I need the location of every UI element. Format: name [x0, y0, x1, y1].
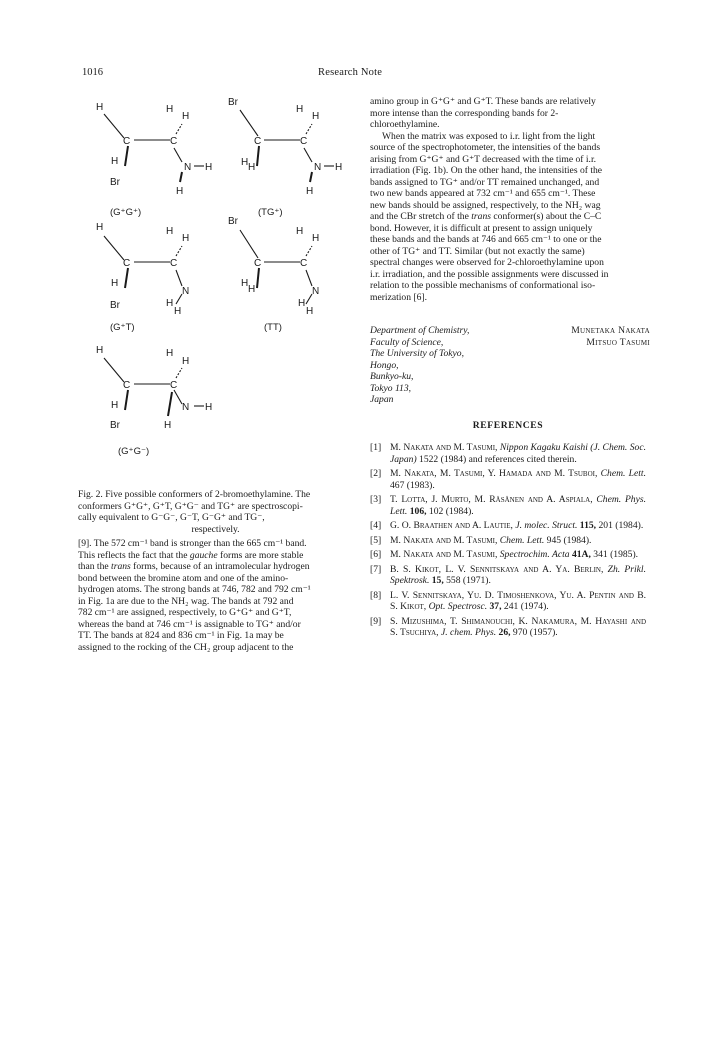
- atom-label: H: [96, 345, 104, 356]
- reference-details: 102 (1984).: [426, 505, 474, 517]
- paragraph-1: [370, 96, 646, 131]
- atom-label: H: [111, 156, 119, 167]
- text-line: TT. The bands at 824 and 836 cm⁻¹ in Fig. 1a may be: [78, 630, 284, 641]
- reference-authors: L. V. Sennitskaya, Yu. D. Timoshenkova, Yu. A. Pentin and B. S. Kikot,: [390, 589, 646, 612]
- conformer-gpgm: [96, 345, 212, 431]
- text-line: chloroethylamine.: [370, 119, 440, 130]
- reference-item: [370, 442, 646, 465]
- atom-label: C: [254, 258, 262, 269]
- atom-label: C: [170, 258, 178, 269]
- affiliation-line: Tokyo 113,: [370, 382, 412, 394]
- atom-label: H: [335, 162, 343, 173]
- atom-label: H: [111, 400, 119, 411]
- atom-label: Br: [228, 216, 238, 227]
- affiliation-line: Bunkyo-ku,: [370, 371, 414, 382]
- atom-label: C: [123, 380, 131, 391]
- atom-label: H: [166, 104, 174, 115]
- conformer-label: (TT): [264, 322, 282, 333]
- text-line: irradiation (Fig. 1b). On the other hand, the intensities of the: [370, 165, 603, 176]
- reference-journal: Chem. Lett.: [600, 468, 646, 479]
- reference-item: [370, 494, 646, 517]
- atom-label: N: [182, 286, 190, 297]
- reference-authors: S. Mizushima, T. Shimanouchi, K. Nakamura, M. Hayashi and S. Tsuchiya,: [390, 615, 646, 638]
- affiliation-line: Faculty of Science,: [370, 336, 444, 348]
- page-number: 1016: [82, 67, 103, 78]
- conformer-label: (G⁺T): [110, 322, 135, 333]
- atom-label: H: [298, 298, 306, 309]
- reference-journal: Spectrochim. Acta: [499, 549, 570, 560]
- text-line: other of TG⁺ and TT. Similar (but not exactly the same): [370, 245, 585, 257]
- reference-details: 1522 (1984) and references cited therein.: [416, 453, 577, 465]
- atom-label: H: [312, 233, 320, 244]
- reference-volume: 106,: [407, 505, 427, 517]
- reference-item: [370, 564, 646, 587]
- author-name: Munetaka Nakata: [571, 325, 650, 336]
- reference-journal: Chem. Lett.: [499, 534, 545, 546]
- atom-label: H: [312, 111, 320, 122]
- figure-caption: [78, 489, 353, 535]
- atom-label: H: [166, 348, 174, 359]
- affiliation-line: The University of Tokyo,: [370, 348, 464, 359]
- atom-label: H: [96, 222, 104, 233]
- left-column-text: [78, 538, 353, 653]
- reference-number: [2]: [370, 468, 382, 479]
- atom-label: H: [166, 298, 174, 309]
- reference-item: [370, 590, 646, 613]
- text-line: bond between the bromine atom and one of the amino-: [78, 572, 289, 584]
- reference-journal: J. chem. Phys.: [440, 627, 497, 638]
- reference-details: 945 (1984).: [544, 534, 592, 546]
- references-list: [370, 442, 646, 642]
- caption-line: conformers G⁺G⁺, G⁺T, G⁺G⁻ and TG⁺ are spectroscopi-: [78, 500, 303, 512]
- reference-number: [7]: [370, 563, 382, 575]
- text-line: these bands and the bands at 746 and 665 cm⁻¹ to one or the: [370, 234, 602, 245]
- conformer-label: (G⁺G⁺): [110, 207, 142, 218]
- references-heading: REFERENCES: [472, 420, 544, 431]
- atom-label: H: [296, 226, 304, 237]
- reference-authors: M. Nakata and M. Tasumi,: [390, 549, 500, 560]
- text-line: merization [6].: [370, 291, 428, 303]
- atom-label: Br: [228, 97, 238, 108]
- text-line: [9]. The 572 cm⁻¹ band is stronger than the 665 cm⁻¹ band.: [78, 538, 307, 549]
- atom-label: N: [314, 162, 322, 173]
- reference-volume: 15,: [429, 575, 444, 586]
- text-line: bond. However, it is difficult at present to assign uniquely: [370, 222, 593, 234]
- text-line: hydrogen atoms. The strong bands at 746, 782 and 792 cm⁻¹: [78, 584, 311, 595]
- reference-volume: 115,: [577, 520, 597, 531]
- reference-authors: M. Nakata and M. Tasumi,: [390, 442, 500, 453]
- reference-authors: M. Nakata, M. Tasumi, Y. Hamada and M. Tsuboi,: [390, 468, 601, 479]
- reference-journal: Zh. Prikl. Spektrosk.: [390, 563, 646, 586]
- reference-number: [8]: [370, 589, 382, 601]
- atom-label: H: [248, 284, 256, 295]
- text-line: When the matrix was exposed to i.r. light from the light: [382, 130, 596, 142]
- reference-number: [6]: [370, 549, 382, 560]
- atom-label: H: [306, 306, 314, 317]
- conformer-tt: [228, 216, 319, 317]
- reference-journal: Nippon Kagaku Kaishi (J. Chem. Soc. Japan): [390, 442, 646, 465]
- atom-label: H: [205, 162, 213, 173]
- atom-label: N: [184, 162, 192, 173]
- affiliation-line: Department of Chemistry,: [370, 325, 470, 336]
- affiliation-line: Hongo,: [370, 359, 399, 371]
- atom-label: H: [176, 186, 184, 197]
- atom-label: H: [182, 233, 190, 244]
- reference-details: 341 (1985).: [590, 549, 639, 560]
- reference-details: 467 (1983).: [390, 479, 435, 491]
- affiliation: [370, 325, 530, 406]
- atom-label: H: [182, 356, 190, 367]
- atom-label: H: [241, 157, 249, 168]
- conformer-figure: [78, 90, 353, 480]
- reference-volume: 41A,: [569, 549, 591, 560]
- atom-label: Br: [110, 177, 120, 188]
- atom-label: H: [164, 420, 172, 431]
- conformer-tgp: [228, 97, 342, 197]
- reference-authors: M. Nakata and M. Tasumi,: [390, 534, 500, 546]
- text-line: amino group in G⁺G⁺ and G⁺T. These bands are relatively: [370, 96, 596, 107]
- caption-line: respectively.: [191, 523, 240, 535]
- paragraph-2: [370, 131, 646, 304]
- reference-number: [1]: [370, 442, 382, 453]
- conformer-label: (G⁺G⁻): [118, 446, 150, 457]
- atom-label: C: [254, 136, 262, 147]
- text-line: bands assigned to TG⁺ and/or TT remained unchanged, and: [370, 176, 600, 188]
- conformer-label: (TG⁺): [258, 207, 283, 218]
- text-line: relation to the possible mechanisms of conformational iso-: [370, 280, 596, 291]
- atom-label: C: [300, 136, 308, 147]
- reference-number: [9]: [370, 615, 382, 627]
- text-line: assigned to the rocking of the CH₂ group adjacent to the: [78, 641, 294, 653]
- atom-label: H: [182, 111, 190, 122]
- atom-label: H: [248, 162, 256, 173]
- author-block: [540, 325, 650, 348]
- reference-details: 241 (1974).: [501, 601, 549, 612]
- reference-volume: 37,: [487, 601, 502, 612]
- text-line: This reflects the fact that the gauche forms are more stable: [78, 549, 304, 561]
- atom-label: Br: [110, 300, 120, 311]
- reference-authors: B. S. Kikot, L. V. Sennitskaya and A. Ya. Berlin,: [390, 563, 608, 575]
- reference-details: 558 (1971).: [443, 575, 491, 586]
- running-head: Research Note: [318, 67, 383, 78]
- atom-label: N: [182, 402, 190, 413]
- text-line: more intense than the corresponding bands for 2-: [370, 107, 559, 119]
- reference-details: 970 (1957).: [510, 627, 558, 638]
- reference-number: [3]: [370, 494, 382, 505]
- atom-label: H: [111, 278, 119, 289]
- atom-label: C: [170, 136, 178, 147]
- atom-label: C: [170, 380, 178, 391]
- text-line: arising from G⁺G⁺ and G⁺T decreased with the time of i.r.: [370, 153, 597, 165]
- text-line: and the CBr stretch of the trans conformer(s) about the C–C: [370, 211, 602, 222]
- atom-label: C: [300, 258, 308, 269]
- reference-number: [5]: [370, 534, 382, 546]
- atom-label: Br: [110, 420, 120, 431]
- atom-label: C: [123, 136, 131, 147]
- conformer-gpt: [96, 222, 189, 317]
- text-line: whereas the band at 746 cm⁻¹ is assignable to TG⁺ and/or: [78, 618, 301, 630]
- text-line: than the trans forms, because of an intramolecular hydrogen: [78, 561, 310, 572]
- reference-details: 201 (1984).: [596, 520, 644, 531]
- reference-volume: 26,: [496, 627, 511, 638]
- text-line: two new bands appeared at 732 cm⁻¹ and 655 cm⁻¹. These: [370, 188, 596, 199]
- reference-authors: G. O. Braathen and A. Lautie,: [390, 520, 516, 531]
- reference-item: [370, 520, 646, 532]
- atom-label: H: [174, 306, 182, 317]
- reference-item: [370, 549, 646, 561]
- atom-label: H: [96, 102, 104, 113]
- atom-label: H: [166, 226, 174, 237]
- text-line: in Fig. 1a are due to the NH₂ wag. The bands at 792 and: [78, 595, 294, 607]
- atom-label: N: [312, 286, 320, 297]
- reference-number: [4]: [370, 520, 382, 531]
- atom-label: H: [241, 278, 249, 289]
- affiliation-line: Japan: [370, 394, 394, 405]
- atom-label: C: [123, 258, 131, 269]
- atom-label: H: [306, 186, 314, 197]
- atom-label: H: [205, 402, 213, 413]
- text-line: spectral changes were observed for 2-chloroethylamine upon: [370, 257, 604, 268]
- text-line: 782 cm⁻¹ are assigned, respectively, to G⁺G⁺ and G⁺T,: [78, 607, 292, 618]
- reference-item: [370, 468, 646, 491]
- text-line: new bands should be assigned, respectively, to the NH₂ wag: [370, 199, 601, 211]
- conformer-gpgp: [96, 102, 212, 197]
- reference-journal: Opt. Spectrosc.: [428, 601, 488, 612]
- reference-item: [370, 535, 646, 547]
- reference-item: [370, 616, 646, 639]
- reference-authors: T. Lotta, J. Murto, M. Räsänen and A. Aspiala,: [390, 494, 597, 505]
- right-column-text: [370, 96, 646, 303]
- caption-line: cally equivalent to G⁻G⁻, G⁻T, G⁻G⁺ and TG⁻,: [78, 512, 265, 524]
- reference-journal: Chem. Phys. Lett.: [390, 494, 646, 517]
- caption-line: Fig. 2. Five possible conformers of 2-bromoethylamine. The: [78, 489, 311, 500]
- author-name: Mitsuo Tasumi: [586, 336, 650, 348]
- atom-label: H: [296, 104, 304, 115]
- text-line: source of the spectrophotometer, the intensities of the bands: [370, 142, 601, 153]
- text-line: i.r. irradiation, and the possible assignments were discussed in: [370, 268, 609, 280]
- reference-journal: J. molec. Struct.: [515, 520, 578, 531]
